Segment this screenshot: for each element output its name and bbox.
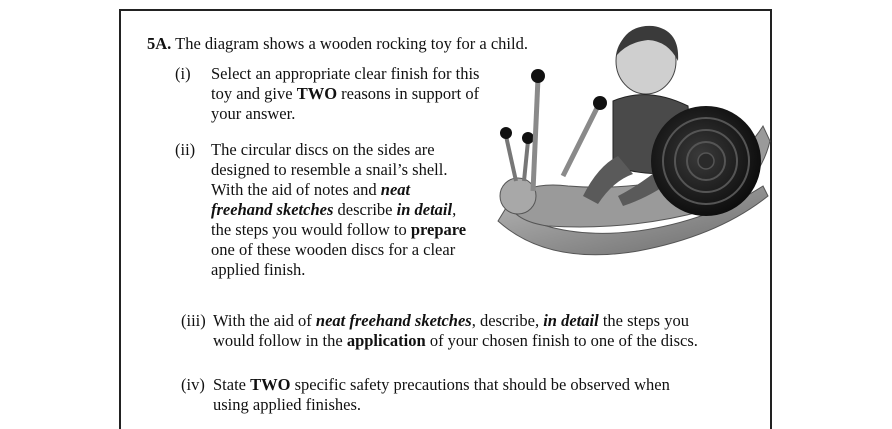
part-ii-line4-post: , [452, 200, 457, 219]
part-iii-line2-pre: would follow in the [213, 331, 347, 350]
part-iii-line1-bi1: neat freehand sketches [315, 311, 472, 330]
part-i-label: (i) [175, 64, 191, 83]
part-ii-line2: designed to resemble a snail’s shell. [211, 160, 448, 179]
antenna-knob-left [500, 127, 512, 139]
handle-knob-top [531, 69, 545, 83]
part-iii-line2-post: of your chosen finish to one of the discs. [425, 331, 698, 350]
part-iv-line1-post: specific safety precautions that should be observed when [290, 375, 670, 394]
snail-rocking-toy-photo [488, 16, 773, 266]
part-iii-label: (iii) [181, 311, 206, 330]
part-ii-line6: one of these wooden discs for a clear [211, 240, 456, 259]
part-i-line2-bold: TWO [296, 84, 338, 103]
part-ii-line7: applied finish. [211, 260, 306, 279]
part-i-line3: your answer. [211, 104, 296, 123]
part-ii-line3-pre: With the aid of notes and [211, 180, 381, 199]
part-ii-line5 [211, 220, 466, 240]
part-ii-line3-bi: neat [380, 180, 411, 199]
question-intro-text: The diagram shows a wooden rocking toy for a child. [175, 34, 528, 53]
part-iv-line2: using applied finishes. [213, 395, 362, 414]
part-ii-line4-bi1: freehand sketches [211, 200, 334, 219]
part-ii-line3 [211, 180, 410, 200]
part-i-line2 [211, 84, 479, 104]
part-iii-line1-pre: With the aid of [213, 311, 316, 330]
part-ii-line4-bi2: in detail [396, 200, 453, 219]
part-i-line1: Select an appropriate clear finish for this [211, 64, 480, 83]
part-iv-line1 [213, 375, 670, 395]
part-ii-line1: The circular discs on the sides are [211, 140, 435, 159]
question-intro [147, 34, 528, 54]
part-i-line2-pre: toy and give [211, 84, 297, 103]
question-number: 5A. [147, 34, 172, 53]
part-iii-line2 [213, 331, 698, 351]
part-ii-label: (ii) [175, 140, 196, 159]
part-iii-line2-bold: application [346, 331, 426, 350]
part-iii-line1-mid: , describe, [471, 311, 544, 330]
antenna-knob-right [522, 132, 534, 144]
part-ii-line4 [211, 200, 456, 220]
part-iii-line1-bi2: in detail [543, 311, 599, 330]
part-i-line2-post: reasons in support of [337, 84, 480, 103]
part-iii-line1-post: the steps you [598, 311, 689, 330]
part-ii-line4-mid: describe [333, 200, 397, 219]
part-iv-label: (iv) [181, 375, 205, 394]
snail-head [500, 178, 536, 214]
part-iv-line1-pre: State [213, 375, 251, 394]
part-iv-line1-bold: TWO [250, 375, 291, 394]
part-iii-line1 [213, 311, 689, 331]
part-ii-line5-pre: the steps you would follow to [211, 220, 411, 239]
part-ii-line5-bold: prepare [410, 220, 467, 239]
handle-knob-right [593, 96, 607, 110]
